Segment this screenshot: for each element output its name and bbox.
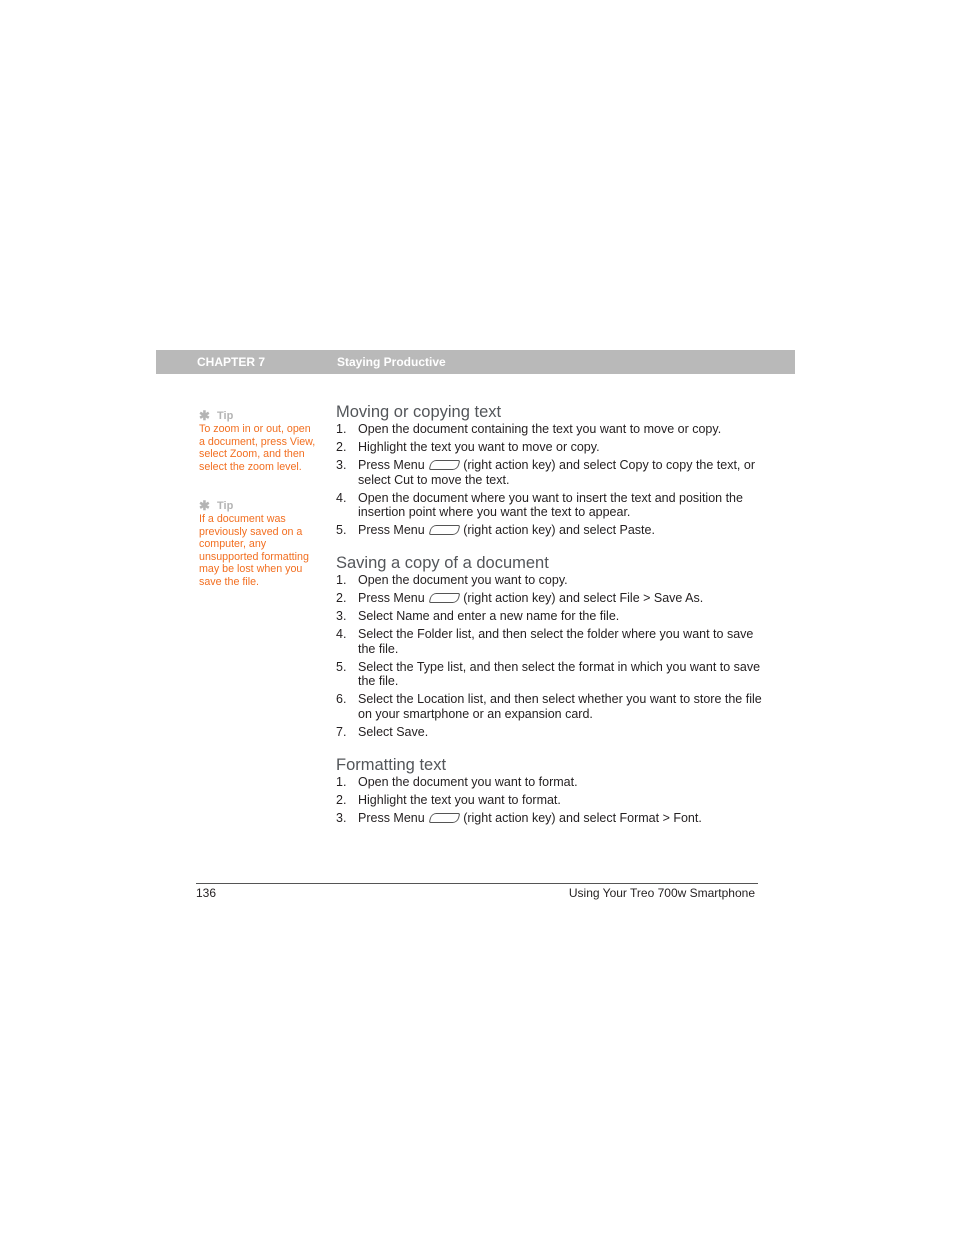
step-text-post: (right action key) and select Paste. <box>463 523 655 537</box>
section-heading: Saving a copy of a document <box>336 554 549 572</box>
step-item <box>336 440 766 455</box>
step-number: 2. <box>336 440 347 454</box>
section-heading: Moving or copying text <box>336 403 502 421</box>
menu-key-icon <box>429 460 461 470</box>
tip-label: Tip <box>217 500 234 512</box>
step-item <box>336 422 766 437</box>
step-text-pre: Press Menu <box>358 591 425 605</box>
step-text-post: (right action key) and select File > Save As. <box>463 591 704 605</box>
step-text-pre: Press Menu <box>358 458 425 472</box>
chapter-label: CHAPTER 7 <box>197 355 266 369</box>
step-item <box>336 591 766 606</box>
step-item <box>336 627 766 656</box>
section-heading: Formatting text <box>336 756 447 774</box>
tip-2 <box>199 499 317 588</box>
step-number: 4. <box>336 627 347 641</box>
chapter-header-bar <box>156 350 795 374</box>
step-text: Select the Type list, and then select the format in which you want to save the file. <box>358 659 761 688</box>
step-item <box>336 793 766 808</box>
step-number: 6. <box>336 692 347 706</box>
step-text: Open the document you want to copy. <box>358 573 568 587</box>
tip-star-icon: ✱ <box>199 498 210 513</box>
tip-1 <box>199 409 317 473</box>
step-item <box>336 811 766 826</box>
step-text-post: (right action key) and select Copy to copy the text, or select Cut to move the text. <box>358 458 755 487</box>
menu-key-icon <box>429 525 461 535</box>
step-list <box>336 422 766 538</box>
step-item <box>336 491 766 520</box>
step-list <box>336 573 766 739</box>
section-formatting-text <box>336 755 766 829</box>
step-number: 2. <box>336 793 347 807</box>
step-number: 1. <box>336 775 347 789</box>
step-item <box>336 609 766 624</box>
step-number: 1. <box>336 573 347 587</box>
tip-header <box>199 499 317 513</box>
step-text: Highlight the text you want to move or copy. <box>358 440 600 454</box>
step-list <box>336 775 766 826</box>
step-text-pre: Press Menu <box>358 811 425 825</box>
step-number: 3. <box>336 609 347 623</box>
step-number: 3. <box>336 811 347 825</box>
step-number: 2. <box>336 591 347 605</box>
step-number: 3. <box>336 458 347 472</box>
step-text: Select the Folder list, and then select the folder where you want to save the file. <box>358 627 754 656</box>
step-item <box>336 523 766 538</box>
step-text-pre: Press Menu <box>358 523 425 537</box>
step-number: 1. <box>336 422 347 436</box>
footer-divider <box>196 883 758 884</box>
step-number: 5. <box>336 659 347 674</box>
step-text: Open the document where you want to insert the text and position the insertion point where you want the text to appear. <box>358 490 743 519</box>
section-saving-copy <box>336 553 766 743</box>
tip-text: To zoom in or out, open a document, press View, select Zoom, and then select the zoom level. <box>199 423 316 473</box>
tip-label: Tip <box>217 410 234 422</box>
step-text: Open the document containing the text you want to move or copy. <box>358 422 722 436</box>
step-text: Highlight the text you want to format. <box>358 793 561 807</box>
step-item <box>336 660 766 689</box>
step-text-post: (right action key) and select Format > Font. <box>463 811 702 825</box>
step-item <box>336 573 766 588</box>
section-moving-copying <box>336 402 766 541</box>
page-number: 136 <box>196 886 217 900</box>
step-number: 7. <box>336 724 347 739</box>
book-title: Using Your Treo 700w Smartphone <box>568 886 755 900</box>
step-number: 4. <box>336 490 347 505</box>
menu-key-icon <box>429 813 461 823</box>
step-item <box>336 725 766 740</box>
step-text: Open the document you want to format. <box>358 775 578 789</box>
tip-header <box>199 409 317 423</box>
tip-star-icon: ✱ <box>199 408 210 423</box>
step-item <box>336 458 766 487</box>
step-text: Select Save. <box>358 724 429 739</box>
step-number: 5. <box>336 523 347 537</box>
menu-key-icon <box>429 593 461 603</box>
tip-text: If a document was previously saved on a computer, any unsupported formatting may be lost when you save the file. <box>199 513 309 588</box>
step-item <box>336 775 766 790</box>
chapter-title: Staying Productive <box>337 355 446 369</box>
step-text: Select the Location list, and then select whether you want to store the file on your smartphone or an expansion card. <box>358 692 762 721</box>
step-item <box>336 692 766 721</box>
step-text: Select Name and enter a new name for the file. <box>358 609 620 623</box>
